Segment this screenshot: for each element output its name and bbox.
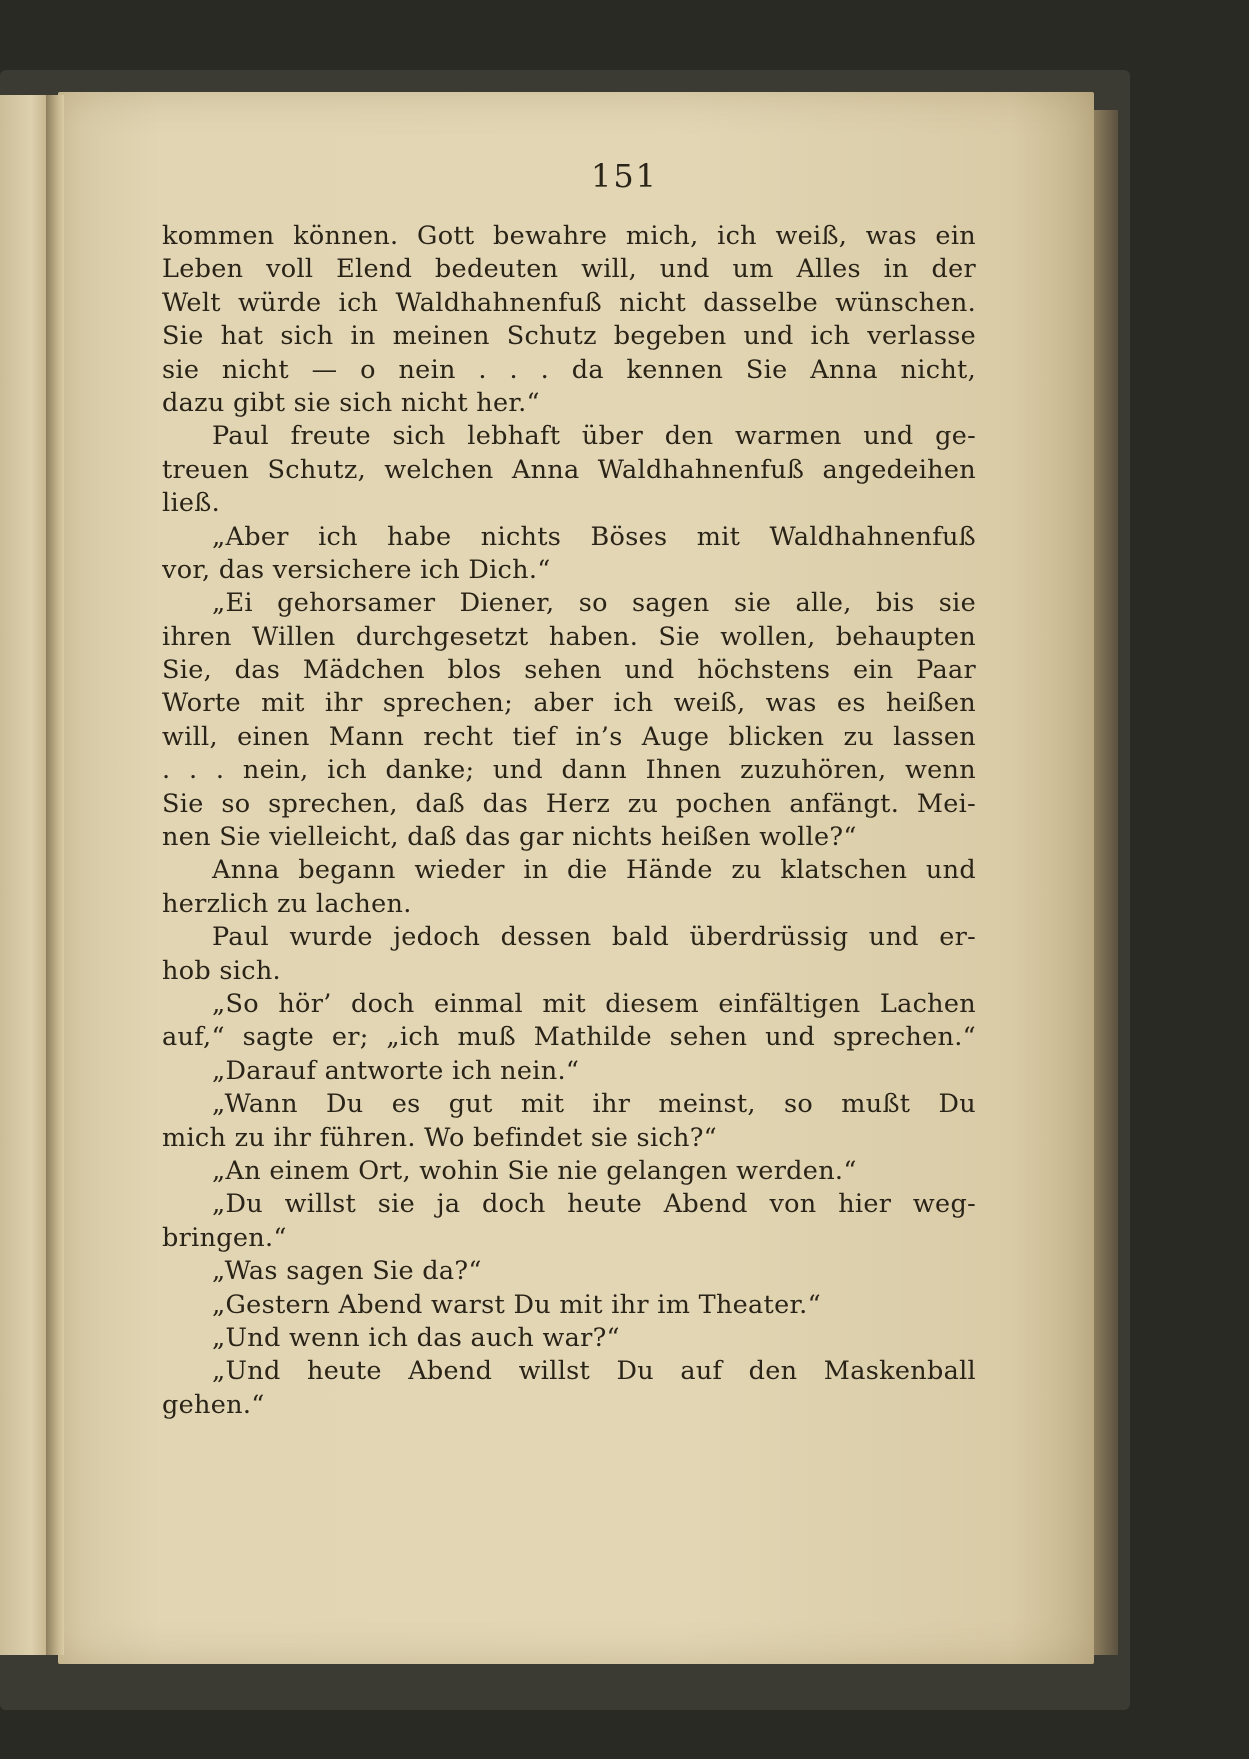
text-line: Anna begann wieder in die Hände zu klatschen und	[212, 855, 976, 886]
text-line: „Ei gehorsamer Diener, so sagen sie alle, bis sie	[212, 588, 976, 619]
text-line: „Was sagen Sie da?“	[212, 1256, 482, 1287]
left-facing-page	[0, 95, 52, 1655]
text-line: „Gestern Abend warst Du mit ihr im Theater.“	[212, 1289, 821, 1320]
text-line: mich zu ihr führen. Wo befindet sie sich?“	[162, 1122, 718, 1153]
text-line: „An einem Ort, wohin Sie nie gelangen werden.“	[212, 1155, 857, 1186]
text-line: will, einen Mann recht tief in’s Auge blicken zu lassen	[162, 721, 976, 752]
text-line: dazu gibt sie sich nicht her.“	[162, 387, 540, 418]
text-line: sie nicht — o nein . . . da kennen Sie Anna nicht,	[162, 354, 976, 385]
text-line: „So hör’ doch einmal mit diesem einfältigen Lachen	[212, 988, 976, 1019]
body-text	[162, 220, 976, 1422]
text-line: herzlich zu lachen.	[162, 888, 412, 919]
text-line: ließ.	[162, 488, 221, 519]
text-line: Paul freute sich lebhaft über den warmen und ge-	[212, 421, 976, 452]
text-line: „Wann Du es gut mit ihr meinst, so mußt Du	[212, 1089, 976, 1120]
text-line: „Und wenn ich das auch war?“	[212, 1322, 620, 1353]
text-line: „Aber ich habe nichts Böses mit Waldhahnenfuß	[212, 521, 976, 552]
page-edge	[1094, 110, 1118, 1655]
book-gutter	[46, 95, 64, 1655]
text-line: vor, das versichere ich Dich.“	[162, 554, 551, 585]
text-line: bringen.“	[162, 1222, 287, 1253]
text-line: auf,“ sagte er; „ich muß Mathilde sehen und sprechen.“	[162, 1022, 976, 1053]
text-line: „Du willst sie ja doch heute Abend von hier weg-	[212, 1189, 976, 1220]
text-line: Welt würde ich Waldhahnenfuß nicht dasselbe wünschen.	[162, 287, 976, 318]
text-line: gehen.“	[162, 1389, 265, 1420]
text-line: Worte mit ihr sprechen; aber ich weiß, was es heißen	[162, 688, 976, 719]
text-line: . . . nein, ich danke; und dann Ihnen zuzuhören, wenn	[162, 755, 976, 786]
text-line: hob sich.	[162, 955, 281, 986]
text-line: Sie so sprechen, daß das Herz zu pochen anfängt. Mei-	[162, 788, 976, 819]
text-line: Sie, das Mädchen blos sehen und höchstens ein Paar	[162, 655, 976, 686]
text-line: Sie hat sich in meinen Schutz begeben und ich verlasse	[162, 321, 976, 352]
text-line: nen Sie vielleicht, daß das gar nichts heißen wolle?“	[162, 822, 857, 853]
text-line: treuen Schutz, welchen Anna Waldhahnenfuß angedeihen	[162, 454, 976, 485]
text-line: „Und heute Abend willst Du auf den Maskenball	[212, 1356, 976, 1387]
text-line: Paul wurde jedoch dessen bald überdrüssig und er-	[212, 922, 976, 953]
page-number: 151	[590, 157, 659, 195]
text-line: Leben voll Elend bedeuten will, und um Alles in der	[162, 254, 976, 285]
text-line: ihren Willen durchgesetzt haben. Sie wollen, behaupten	[162, 621, 976, 652]
text-line: kommen können. Gott bewahre mich, ich weiß, was ein	[162, 221, 976, 251]
text-line: „Darauf antworte ich nein.“	[212, 1055, 580, 1086]
